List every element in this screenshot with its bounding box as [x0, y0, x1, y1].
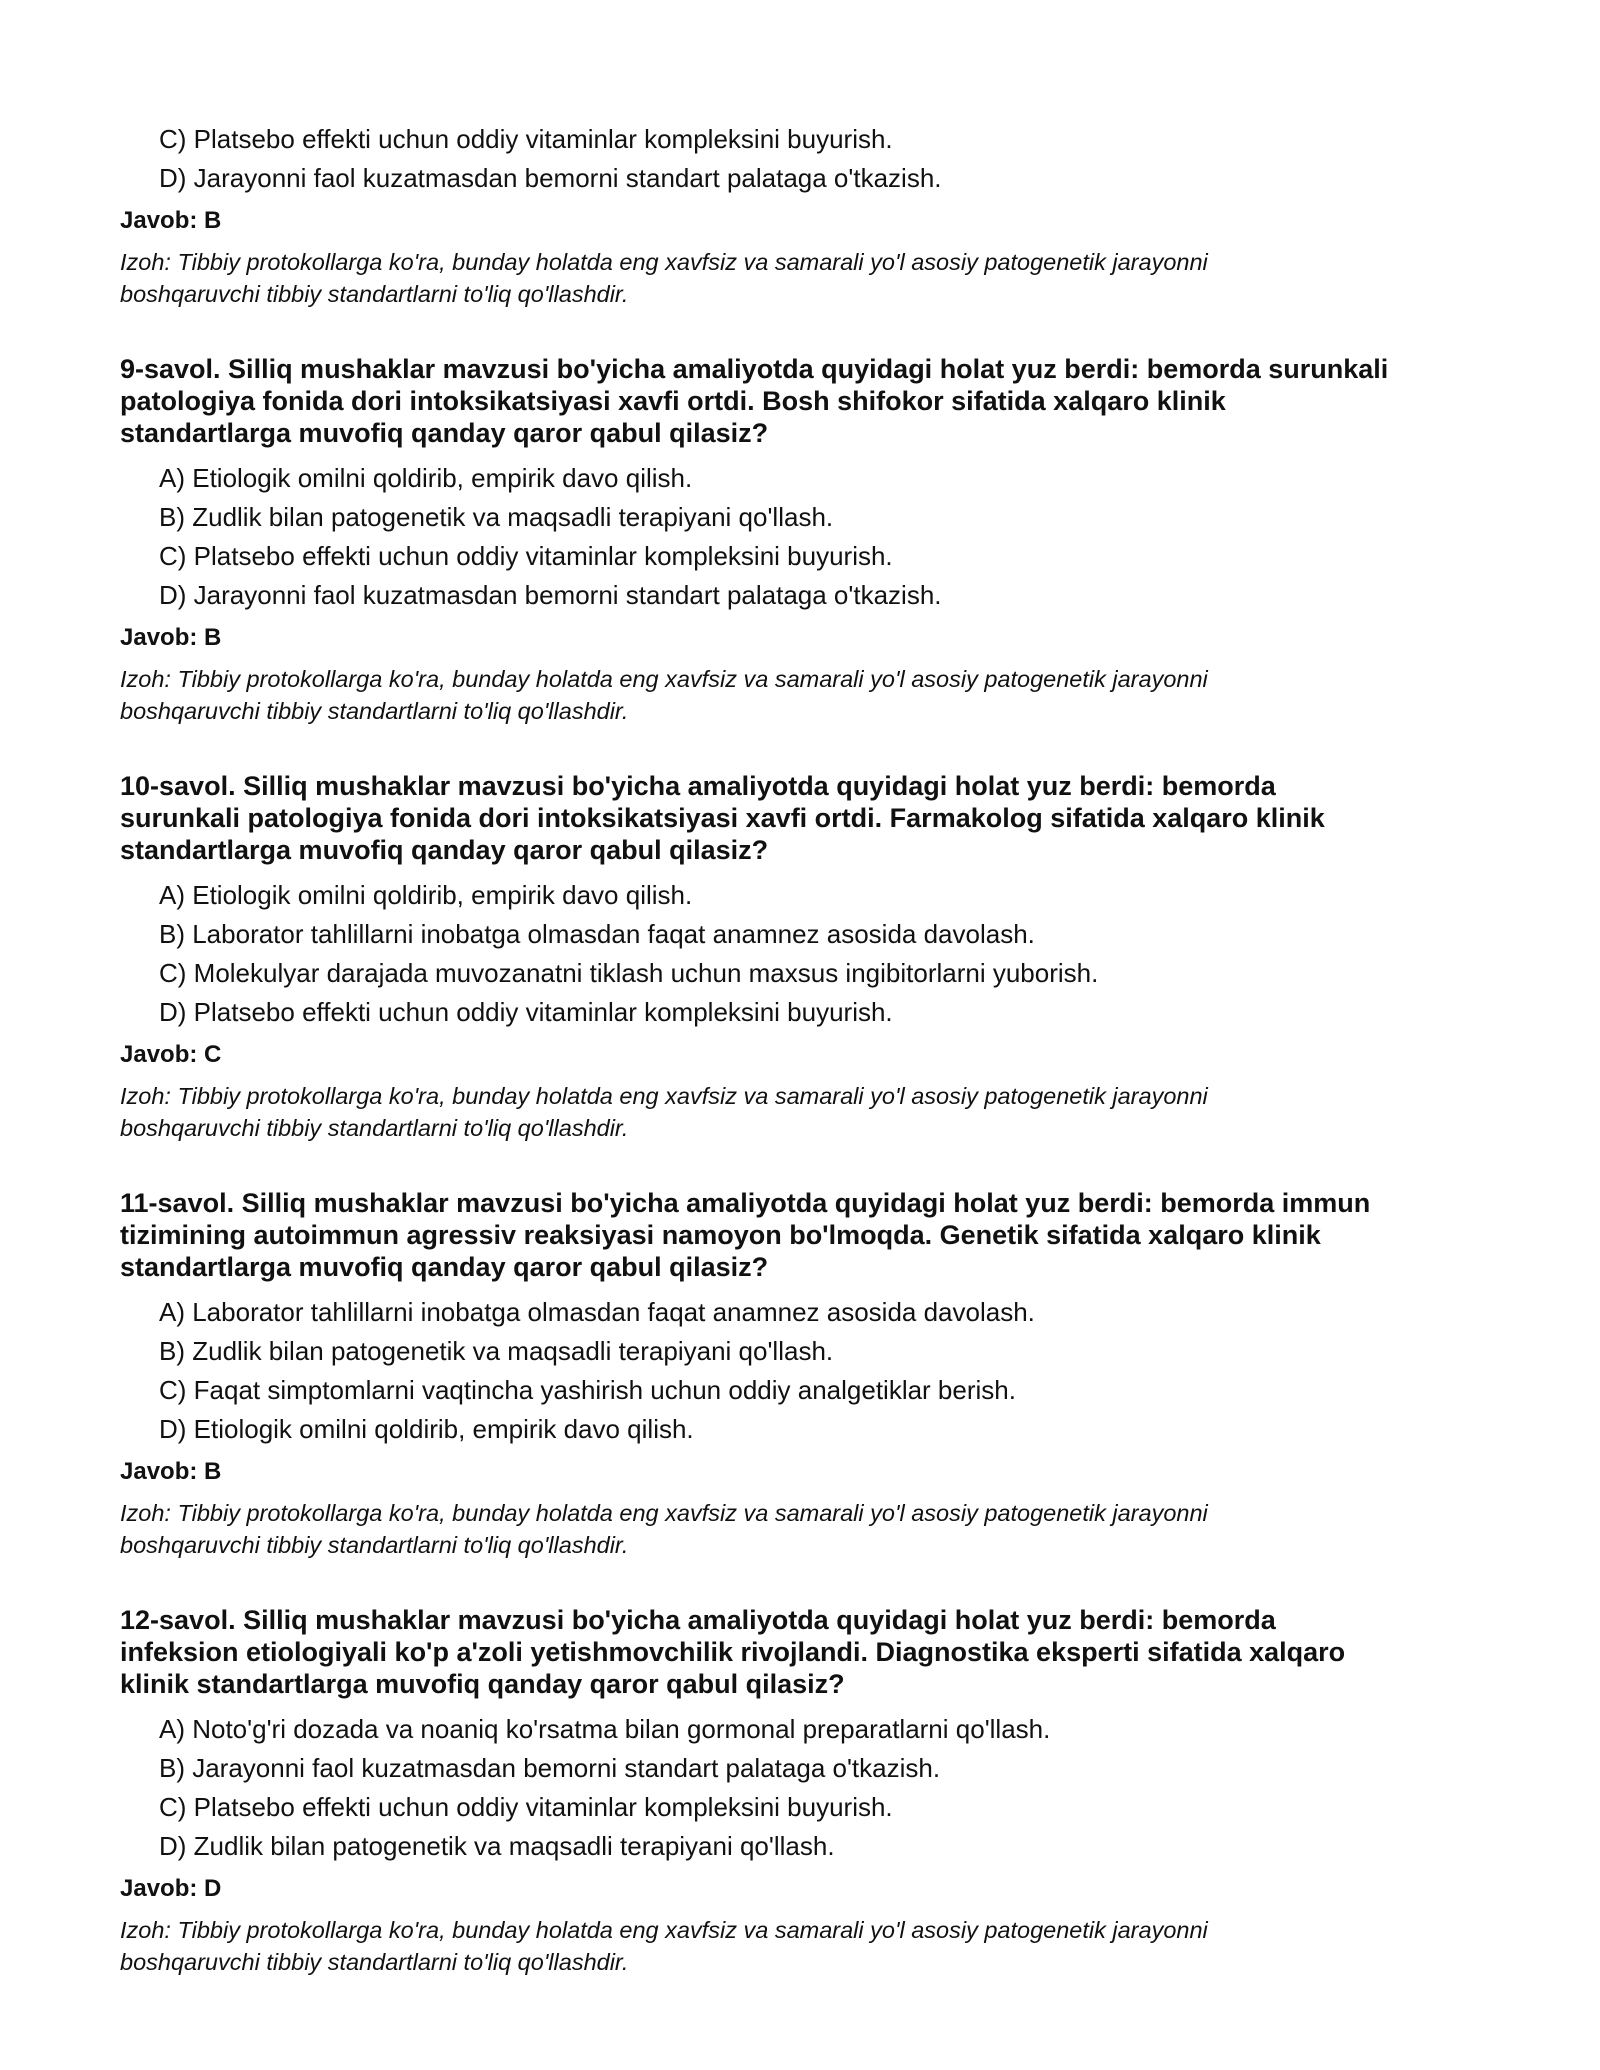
question-line: standartlarga muvofiq qanday qaror qabul qilasiz? [120, 835, 769, 865]
option-a: A) Etiologik omilni qoldirib, empirik davo qilish. [159, 880, 693, 910]
note-line: Izoh: Tibbiy protokollarga ko'ra, bunday holatda eng xavfsiz va samarali yo'l asosiy patogenetik jarayonni [120, 666, 1208, 692]
explanation-note [120, 246, 1490, 310]
note-line: boshqaruvchi tibbiy standartlarni to'liq qo'llashdir. [120, 1115, 629, 1141]
question-line: surunkali patologiya fonida dori intoksikatsiyasi xavfi ortdi. Farmakolog sifatida xalqaro klinik [120, 803, 1325, 833]
option-list [120, 1293, 1490, 1449]
answer-label: Javob: D [120, 1875, 222, 1902]
note-line: boshqaruvchi tibbiy standartlarni to'liq qo'llashdir. [120, 1949, 629, 1975]
note-line: Izoh: Tibbiy protokollarga ko'ra, bunday holatda eng xavfsiz va samarali yo'l asosiy patogenetik jarayonni [120, 1083, 1208, 1109]
option-a: A) Etiologik omilni qoldirib, empirik davo qilish. [159, 463, 693, 493]
answer-label: Javob: B [120, 207, 222, 234]
question-line: tizimining autoimmun agressiv reaksiyasi namoyon bo'lmoqda. Genetik sifatida xalqaro klinik [120, 1220, 1321, 1250]
option-a: A) Laborator tahlillarni inobatga olmasdan faqat anamnez asosida davolash. [159, 1297, 1035, 1327]
option-d: D) Jarayonni faol kuzatmasdan bemorni standart palataga o'tkazish. [159, 163, 942, 193]
question-block-10 [120, 770, 1490, 1144]
option-list [120, 876, 1490, 1032]
explanation-note [120, 1497, 1490, 1561]
option-c: C) Molekulyar darajada muvozanatni tiklash uchun maxsus ingibitorlarni yuborish. [159, 958, 1099, 988]
question-line: standartlarga muvofiq qanday qaror qabul qilasiz? [120, 418, 769, 448]
question-text [120, 1604, 1490, 1700]
option-d: D) Zudlik bilan patogenetik va maqsadli terapiyani qo'llash. [159, 1831, 835, 1861]
option-c: C) Faqat simptomlarni vaqtincha yashirish uchun oddiy analgetiklar berish. [159, 1375, 1016, 1405]
question-block-11 [120, 1187, 1490, 1561]
option-c: C) Platsebo effekti uchun oddiy vitaminlar kompleksini buyurish. [159, 124, 893, 154]
option-d: D) Platsebo effekti uchun oddiy vitaminlar kompleksini buyurish. [159, 997, 893, 1027]
option-d: D) Jarayonni faol kuzatmasdan bemorni standart palataga o'tkazish. [159, 580, 942, 610]
explanation-note [120, 1914, 1490, 1978]
option-b: B) Zudlik bilan patogenetik va maqsadli terapiyani qo'llash. [159, 502, 834, 532]
question-text [120, 770, 1490, 866]
answer-label: Javob: B [120, 624, 222, 651]
option-list [120, 120, 1490, 198]
option-b: B) Laborator tahlillarni inobatga olmasdan faqat anamnez asosida davolash. [159, 919, 1035, 949]
question-line: 10-savol. Silliq mushaklar mavzusi bo'yicha amaliyotda quyidagi holat yuz berdi: bemorda [120, 771, 1276, 801]
question-text [120, 1187, 1490, 1283]
option-list [120, 459, 1490, 615]
note-line: Izoh: Tibbiy protokollarga ko'ra, bunday holatda eng xavfsiz va samarali yo'l asosiy patogenetik jarayonni [120, 1500, 1208, 1526]
explanation-note [120, 663, 1490, 727]
question-line: patologiya fonida dori intoksikatsiyasi xavfi ortdi. Bosh shifokor sifatida xalqaro klinik [120, 386, 1226, 416]
note-line: Izoh: Tibbiy protokollarga ko'ra, bunday holatda eng xavfsiz va samarali yo'l asosiy patogenetik jarayonni [120, 249, 1208, 275]
question-line: 12-savol. Silliq mushaklar mavzusi bo'yicha amaliyotda quyidagi holat yuz berdi: bemorda [120, 1605, 1276, 1635]
note-line: boshqaruvchi tibbiy standartlarni to'liq qo'llashdir. [120, 1532, 629, 1558]
question-line: infeksion etiologiyali ko'p a'zoli yetishmovchilik rivojlandi. Diagnostika eksperti sifatida xalqaro [120, 1637, 1346, 1667]
question-text [120, 353, 1490, 449]
question-block-12 [120, 1604, 1490, 1978]
question-block-9 [120, 353, 1490, 727]
note-line: Izoh: Tibbiy protokollarga ko'ra, bunday holatda eng xavfsiz va samarali yo'l asosiy patogenetik jarayonni [120, 1917, 1208, 1943]
continued-question-block [120, 120, 1490, 310]
option-b: B) Zudlik bilan patogenetik va maqsadli terapiyani qo'llash. [159, 1336, 834, 1366]
option-a: A) Noto'g'ri dozada va noaniq ko'rsatma bilan gormonal preparatlarni qo'llash. [159, 1714, 1051, 1744]
answer-label: Javob: C [120, 1041, 222, 1068]
question-line: 9-savol. Silliq mushaklar mavzusi bo'yicha amaliyotda quyidagi holat yuz berdi: bemorda surunkali [120, 354, 1389, 384]
question-line: 11-savol. Silliq mushaklar mavzusi bo'yicha amaliyotda quyidagi holat yuz berdi: bemorda immun [120, 1188, 1371, 1218]
option-b: B) Jarayonni faol kuzatmasdan bemorni standart palataga o'tkazish. [159, 1753, 941, 1783]
answer-label: Javob: B [120, 1458, 222, 1485]
note-line: boshqaruvchi tibbiy standartlarni to'liq qo'llashdir. [120, 698, 629, 724]
note-line: boshqaruvchi tibbiy standartlarni to'liq qo'llashdir. [120, 281, 629, 307]
option-c: C) Platsebo effekti uchun oddiy vitaminlar kompleksini buyurish. [159, 1792, 893, 1822]
explanation-note [120, 1080, 1490, 1144]
question-line: klinik standartlarga muvofiq qanday qaror qabul qilasiz? [120, 1669, 845, 1699]
document-page [120, 120, 1490, 1978]
option-c: C) Platsebo effekti uchun oddiy vitaminlar kompleksini buyurish. [159, 541, 893, 571]
option-d: D) Etiologik omilni qoldirib, empirik davo qilish. [159, 1414, 694, 1444]
question-line: standartlarga muvofiq qanday qaror qabul qilasiz? [120, 1252, 769, 1282]
option-list [120, 1710, 1490, 1866]
